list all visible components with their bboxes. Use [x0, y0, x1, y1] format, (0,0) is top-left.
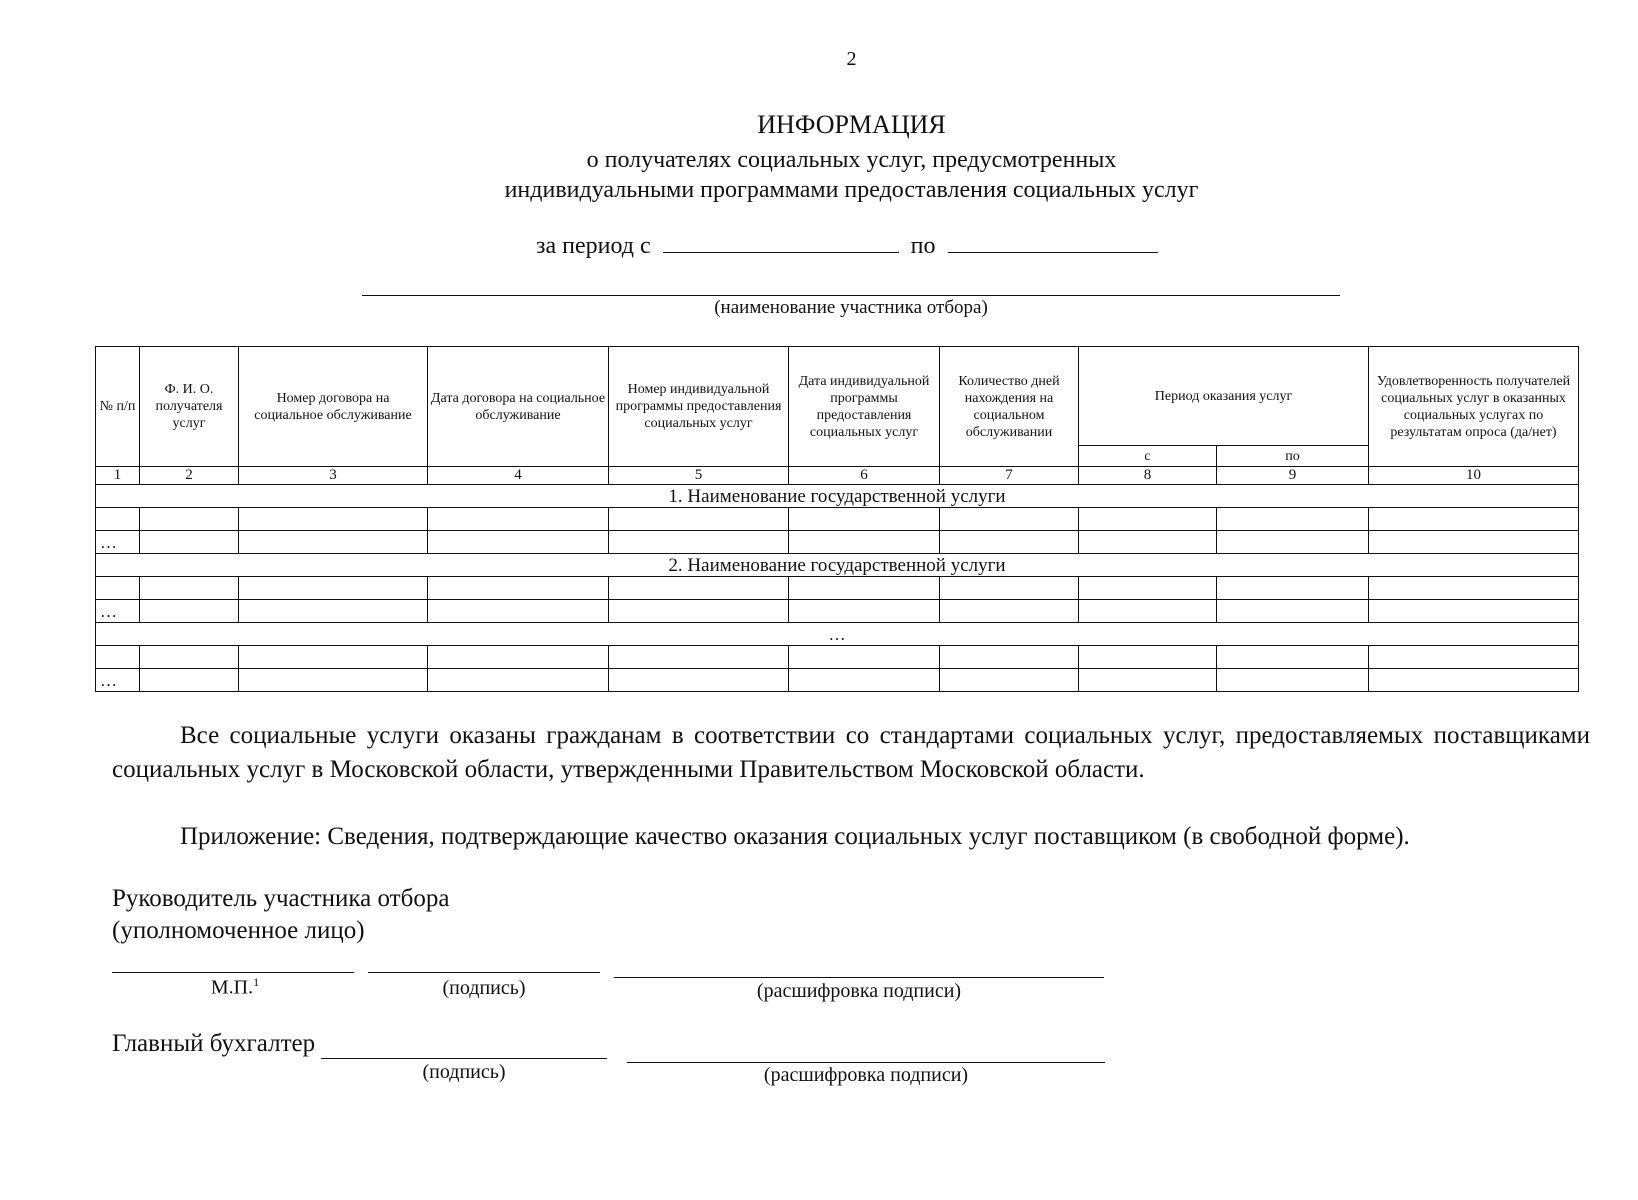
table-cell[interactable]: [789, 646, 940, 669]
table-cell[interactable]: [428, 600, 609, 623]
table-cell[interactable]: [1369, 508, 1579, 531]
accountant-decoding-caption: (расшифровка подписи): [763, 1064, 969, 1086]
signature-blank[interactable]: [368, 972, 600, 973]
header-program-date: Дата индивидуальной программы предоставления социальных услуг: [789, 347, 940, 467]
column-number: 8: [1079, 467, 1217, 485]
table-row: [96, 531, 1579, 554]
column-number: 10: [1369, 467, 1579, 485]
period-to-label: по: [910, 233, 936, 259]
table-cell[interactable]: [940, 669, 1079, 692]
table-cell[interactable]: [1079, 508, 1217, 531]
table-cell[interactable]: [1079, 577, 1217, 600]
document-title: ИНФОРМАЦИЯ: [757, 110, 946, 139]
accountant-signature-caption: (подпись): [422, 1061, 506, 1083]
table-row: [96, 669, 1579, 692]
table-cell[interactable]: [609, 669, 789, 692]
header-contract-date: Дата договора на социальное обслуживание: [428, 347, 609, 467]
stamp-footnote-mark: 1: [253, 975, 260, 989]
table-cell[interactable]: [789, 577, 940, 600]
table-cell[interactable]: [1217, 669, 1369, 692]
table-cell[interactable]: [1217, 646, 1369, 669]
ellipsis-cell: …: [96, 531, 140, 554]
table-cell[interactable]: [239, 646, 428, 669]
table-cell[interactable]: [609, 646, 789, 669]
table-cell[interactable]: [239, 531, 428, 554]
column-number: 4: [428, 467, 609, 485]
table-cell[interactable]: [428, 646, 609, 669]
column-number: 5: [609, 467, 789, 485]
table-cell[interactable]: [940, 600, 1079, 623]
table-cell[interactable]: [1369, 577, 1579, 600]
stamp-caption: [190, 975, 280, 1000]
table-cell[interactable]: [940, 577, 1079, 600]
table-cell[interactable]: [940, 531, 1079, 554]
decoding-blank[interactable]: [614, 977, 1104, 978]
column-number: 3: [239, 467, 428, 485]
column-number: 6: [789, 467, 940, 485]
table-cell[interactable]: [1217, 600, 1369, 623]
table-cell[interactable]: [140, 531, 239, 554]
period-to-blank[interactable]: [948, 228, 1158, 253]
org-name-caption: (наименование участника отбора): [714, 297, 988, 318]
table-cell[interactable]: [940, 646, 1079, 669]
table-cell[interactable]: [609, 577, 789, 600]
table-cell[interactable]: [96, 646, 140, 669]
header-service-period: Период оказания услуг: [1079, 347, 1369, 446]
table-cell[interactable]: [1079, 646, 1217, 669]
stamp-label: М.П.: [210, 976, 254, 999]
table-cell[interactable]: [1079, 600, 1217, 623]
table-cell[interactable]: [239, 669, 428, 692]
table-cell[interactable]: [609, 531, 789, 554]
table-cell[interactable]: [609, 600, 789, 623]
table-cell[interactable]: [239, 508, 428, 531]
table-cell[interactable]: [1217, 508, 1369, 531]
period-from-blank[interactable]: [663, 228, 899, 253]
page-number: 2: [846, 48, 857, 70]
header-satisfaction: Удовлетворенность получателей социальных услуг в оказанных социальных услугах по результатам опроса (да/нет): [1369, 347, 1579, 467]
column-number: 1: [96, 467, 140, 485]
period-from-label: за период с: [536, 233, 651, 259]
table-cell[interactable]: [1369, 600, 1579, 623]
table-cell[interactable]: [1369, 646, 1579, 669]
table-cell[interactable]: [1217, 531, 1369, 554]
signer-subtitle: (уполномоченное лицо): [112, 917, 365, 944]
table-cell[interactable]: [1369, 669, 1579, 692]
table-cell[interactable]: [428, 577, 609, 600]
table-cell[interactable]: [140, 508, 239, 531]
header-contract-number: Номер договора на социальное обслуживание: [239, 347, 428, 467]
table-cell[interactable]: [96, 508, 140, 531]
accountant-signature-blank[interactable]: [321, 1058, 607, 1059]
column-number: 2: [140, 467, 239, 485]
table-row: [96, 646, 1579, 669]
column-number: 9: [1217, 467, 1369, 485]
table-cell[interactable]: [789, 669, 940, 692]
signer-block: [112, 883, 449, 947]
table-cell[interactable]: [789, 600, 940, 623]
table-cell[interactable]: [428, 508, 609, 531]
ellipsis-cell: …: [96, 669, 140, 692]
table-cell[interactable]: [140, 577, 239, 600]
header-program-number: Номер индивидуальной программы предоставления социальных услуг: [609, 347, 789, 467]
table-cell[interactable]: [428, 669, 609, 692]
table-cell[interactable]: [1217, 577, 1369, 600]
document-subtitle-line2: индивидуальными программами предоставления социальных услуг: [504, 177, 1199, 203]
ellipsis-row: …: [96, 623, 1579, 646]
table-cell[interactable]: [239, 577, 428, 600]
table-cell[interactable]: [428, 531, 609, 554]
table-cell[interactable]: [140, 600, 239, 623]
table-cell[interactable]: [609, 508, 789, 531]
accountant-label: Главный бухгалтер: [112, 1030, 316, 1057]
header-number: № п/п: [96, 347, 140, 467]
table-row: [96, 577, 1579, 600]
signer-title: Руководитель участника отбора: [112, 885, 450, 912]
header-period-to: по: [1217, 446, 1369, 467]
org-name-blank[interactable]: [362, 295, 1340, 296]
section-2-title: 2. Наименование государственной услуги: [96, 554, 1579, 577]
header-period-from: с: [1079, 446, 1217, 467]
header-days-count: Количество дней нахождения на социальном обслуживании: [940, 347, 1079, 467]
table-cell[interactable]: [140, 669, 239, 692]
table-cell[interactable]: [1079, 531, 1217, 554]
appendix-paragraph: Приложение: Сведения, подтверждающие качество оказания социальных услуг поставщиком (в свободной форме).: [180, 823, 1410, 850]
recipients-table: [95, 346, 1579, 692]
decoding-caption: (расшифровка подписи): [756, 980, 962, 1002]
table-cell[interactable]: [239, 600, 428, 623]
ellipsis-cell: …: [96, 600, 140, 623]
period-row: [536, 228, 1158, 260]
section-1-title: 1. Наименование государственной услуги: [96, 485, 1579, 508]
table-cell[interactable]: [789, 508, 940, 531]
table-cell[interactable]: [140, 646, 239, 669]
signature-caption: (подпись): [442, 977, 526, 999]
document-subtitle-line1: о получателях социальных услуг, предусмотренных: [586, 147, 1117, 173]
stamp-blank[interactable]: [112, 972, 354, 973]
table-cell[interactable]: [789, 531, 940, 554]
table-cell[interactable]: [1369, 531, 1579, 554]
column-number: 7: [940, 467, 1079, 485]
accountant-decoding-blank[interactable]: [627, 1062, 1105, 1063]
table-row: [96, 600, 1579, 623]
table-row: [96, 508, 1579, 531]
table-cell[interactable]: [1079, 669, 1217, 692]
table-cell[interactable]: [96, 577, 140, 600]
header-fio: Ф. И. О. получателя услуг: [140, 347, 239, 467]
compliance-paragraph: Все социальные услуги оказаны гражданам в соответствии со стандартами социальных услуг, предоставляемых поставщиками социальных услуг в Московской области, утвержденными Правительством Московской области.: [112, 722, 1590, 783]
table-cell[interactable]: [940, 508, 1079, 531]
